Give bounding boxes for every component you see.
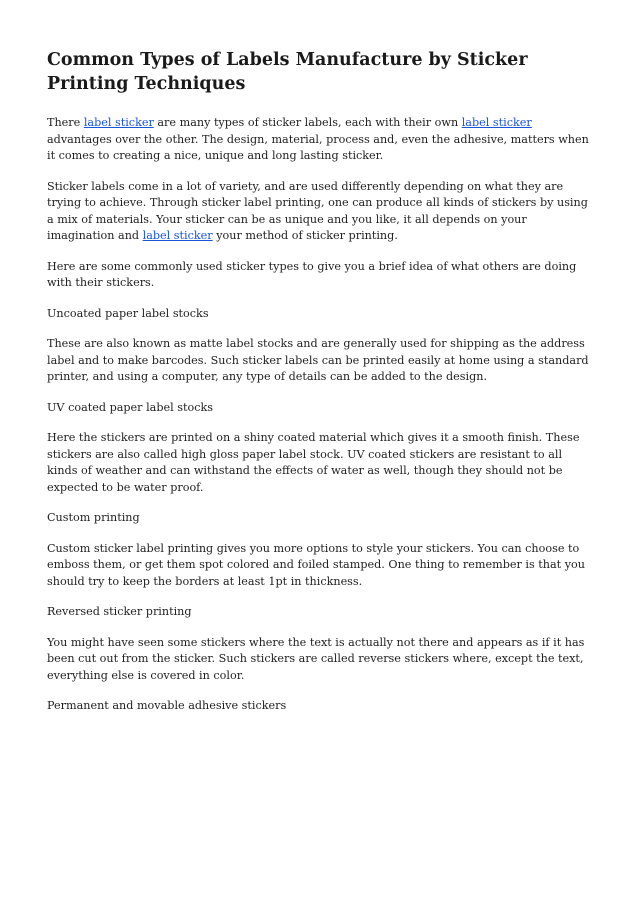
- variety-paragraph: [47, 179, 592, 245]
- uv-coated-paragraph: Here the stickers are printed on a shiny coated material which gives it a smooth finish. These stickers are also called high gloss paper label stock. UV coated stickers are resistant to all kinds of weather and can withstand the effects of water as well, though they should not be expected to be water proof.: [47, 431, 580, 494]
- uncoated-paragraph: These are also known as matte label stocks and are generally used for shipping as the address label and to make barcodes. Such sticker labels can be printed easily at home using a standard printer, and using a computer, any type of details can be added to the design.: [47, 337, 589, 383]
- adhesive-stickers-heading: Permanent and movable adhesive stickers: [47, 699, 287, 712]
- uncoated-heading: Uncoated paper label stocks: [47, 306, 209, 320]
- intro-text-2: are many types of sticker labels, each with their own: [153, 116, 462, 129]
- uv-coated-heading: UV coated paper label stocks: [47, 400, 214, 414]
- custom-printing-paragraph: Custom sticker label printing gives you more options to style your stickers. You can choose to emboss them, or get them spot colored and foiled stamped. One thing to remember is that you should try to keep the borders at least 1pt in thickness.: [47, 541, 585, 588]
- intro-text-3: advantages over the other. The design, material, process and, even the adhesive, matters when it comes to creating a nice, unique and long lasting sticker.: [47, 132, 589, 162]
- variety-text-1: Sticker labels come in a lot of variety, and are used differently depending on what they are trying to achieve. Through sticker label printing, one can produce all kinds of stickers by using a mix of materials. Your sticker can be as unique and you like, it all depends on your imagination and: [47, 179, 588, 242]
- reversed-printing-heading: Reversed sticker printing: [47, 605, 192, 618]
- document-page: [47, 48, 592, 729]
- variety-text-2: your method of sticker printing.: [212, 229, 398, 242]
- label-sticker-link-2[interactable]: label sticker: [461, 116, 532, 129]
- document-title: Common Types of Labels Manufacture by Sticker Printing Techniques: [47, 50, 528, 94]
- label-sticker-link-1[interactable]: label sticker: [83, 116, 154, 129]
- label-sticker-link-3[interactable]: label sticker: [142, 229, 213, 242]
- reversed-printing-paragraph: You might have seen some stickers where the text is actually not there and appears as if it has been cut out from the sticker. Such stickers are called reverse stickers where, except the text, everything else is covered in color.: [47, 635, 585, 682]
- intro-paragraph: [47, 115, 592, 165]
- intro-text-1: There: [47, 116, 84, 129]
- custom-printing-heading: Custom printing: [47, 511, 140, 524]
- overview-paragraph: Here are some commonly used sticker types to give you a brief idea of what others are doing with their stickers.: [47, 259, 577, 289]
